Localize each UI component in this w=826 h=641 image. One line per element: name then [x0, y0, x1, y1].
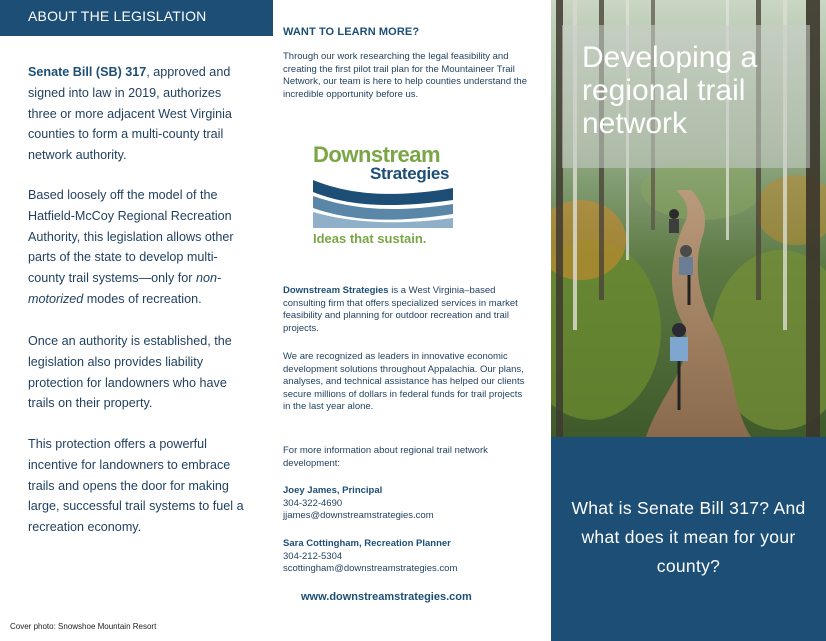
company-name: Downstream Strategies: [283, 285, 389, 296]
logo-tagline: Ideas that sustain.: [313, 231, 427, 246]
contact-joey-james: [283, 485, 528, 523]
contact-email[interactable]: jjames@downstreamstrategies.com: [283, 510, 434, 522]
cover-title: Developing a regional trail network: [582, 41, 758, 140]
leadership-paragraph: We are recognized as leaders in innovative economic development solutions throughout Appalachia. Our plans, analyses, and technical assistance has helped our clients secure millions of dollars in federal funds for trail projects in the last year alone.: [283, 351, 525, 413]
emphasis-text: non-motorized: [28, 271, 222, 306]
middle-panel: [273, 0, 551, 641]
logo-waves-icon: [313, 178, 453, 230]
cover-bottom-block: [551, 437, 826, 641]
contact-phone[interactable]: 304-212-5304: [283, 550, 343, 562]
bill-name: Senate Bill (SB) 317: [28, 65, 147, 79]
paragraph-text: Based loosely off the model of the Hatfield-McCoy Regional Recreation Authority, this legislation allows other parts of the state to develop multi-county trail systems—only for: [28, 188, 234, 286]
legislation-paragraph-3: Once an authority is established, the legislation also provides liability protection for landowners who have trails on their property.: [28, 334, 232, 411]
website-link[interactable]: www.downstreamstrategies.com: [301, 591, 472, 603]
paragraph-text: , approved and signed into law in 2019, authorizes three or more adjacent West Virginia counties to form a multi-county trail network authority.: [28, 65, 232, 163]
left-panel: [0, 0, 273, 641]
logo-wordmark-line1: Downstream: [313, 142, 441, 167]
contact-sara-cottingham: [283, 538, 528, 576]
contact-name: Joey James, Principal: [283, 485, 383, 496]
learn-more-title: WANT TO LEARN MORE?: [283, 26, 420, 38]
company-paragraph: [283, 285, 528, 335]
paragraph-text: modes of recreation.: [83, 291, 202, 306]
contact-email[interactable]: scottingham@downstreamstrategies.com: [283, 563, 458, 575]
cover-question: What is Senate Bill 317? And what does it mean for your county?: [571, 498, 806, 576]
intro-paragraph: Through our work researching the legal feasibility and creating the first pilot trail plan for the Mountaineer Trail Network, our team is here to help counties understand the incredible opportunity before us.: [283, 51, 527, 100]
logo-wordmark-line2: Strategies: [370, 164, 450, 183]
right-panel: [551, 0, 826, 641]
downstream-strategies-logo: [313, 142, 458, 252]
legislation-paragraph-1: [28, 62, 250, 166]
paragraph-text: is a West Virginia–based consulting firm that offers specialized services in market feasibility and planning for outdoor recreation and trail projects.: [283, 285, 518, 334]
contact-phone[interactable]: 304-322-4690: [283, 497, 343, 509]
cover-photo-credit: Cover photo: Snowshoe Mountain Resort: [10, 622, 157, 631]
contact-name: Sara Cottingham, Recreation Planner: [283, 538, 451, 549]
legislation-paragraph-2: [28, 185, 250, 310]
more-info-paragraph: For more information about regional trail network development:: [283, 445, 488, 469]
legislation-paragraph-4: This protection offers a powerful incentive for landowners to embrace trails and opens the door for making large, successful trail systems to fuel a recreation economy.: [28, 437, 244, 535]
section-header: ABOUT THE LEGISLATION: [0, 0, 273, 36]
